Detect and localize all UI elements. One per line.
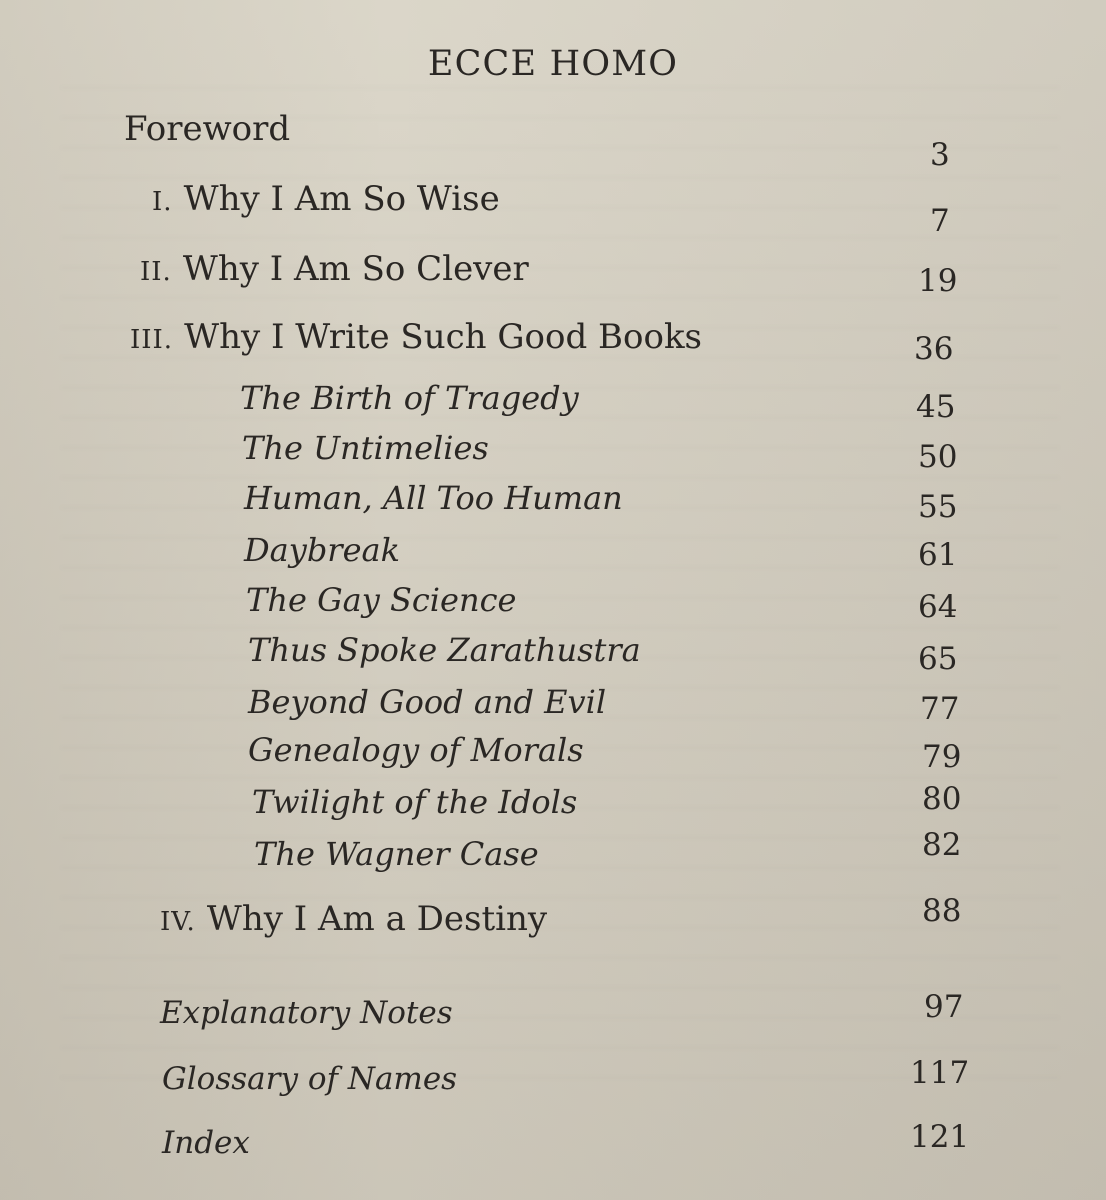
toc-subsection-8 xyxy=(248,731,584,769)
back-1-title: Explanatory Notes xyxy=(160,995,453,1031)
subsection-7-page: 77 xyxy=(920,691,960,727)
subsection-9-page: 80 xyxy=(922,781,962,817)
back-1-page: 97 xyxy=(924,989,964,1025)
subsection-1-title: The Birth of Tragedy xyxy=(240,379,579,417)
subsection-8-title: Genealogy of Morals xyxy=(248,731,584,769)
toc-subsection-3 xyxy=(244,479,623,517)
subsection-7-title: Beyond Good and Evil xyxy=(248,683,607,721)
toc-subsection-4 xyxy=(244,531,400,569)
chapter-1-roman: I. xyxy=(152,187,173,217)
toc-chapter-4 xyxy=(160,899,548,939)
toc-back-1 xyxy=(160,995,453,1031)
subsection-3-title: Human, All Too Human xyxy=(244,479,623,517)
subsection-4-page: 61 xyxy=(918,537,958,573)
chapter-3-page: 36 xyxy=(914,331,954,367)
toc-foreword-label: Foreword xyxy=(124,109,291,149)
chapter-2-title: Why I Am So Clever xyxy=(182,249,529,289)
toc-subsection-10 xyxy=(254,835,539,873)
subsection-6-page: 65 xyxy=(918,641,958,677)
subsection-5-title: The Gay Science xyxy=(246,581,517,619)
back-2-page: 117 xyxy=(910,1055,970,1091)
subsection-10-page: 82 xyxy=(922,827,962,863)
subsection-2-title: The Untimelies xyxy=(242,429,489,467)
toc-subsection-6 xyxy=(248,631,641,669)
chapter-1-title: Why I Am So Wise xyxy=(183,179,500,219)
chapter-3-roman: III. xyxy=(130,325,174,355)
toc-back-2 xyxy=(162,1061,458,1097)
subsection-1-page: 45 xyxy=(916,389,956,425)
toc-subsection-9 xyxy=(252,783,578,821)
chapter-2-roman: II. xyxy=(140,257,172,287)
toc-back-3 xyxy=(162,1125,250,1161)
chapter-1-page: 7 xyxy=(930,203,950,239)
toc-chapter-1 xyxy=(152,179,500,219)
back-2-title: Glossary of Names xyxy=(162,1061,458,1097)
toc-foreword xyxy=(124,109,291,149)
toc-chapter-2 xyxy=(140,249,529,289)
subsection-3-page: 55 xyxy=(918,489,958,525)
toc-foreword-page: 3 xyxy=(930,137,950,173)
subsection-8-page: 79 xyxy=(922,739,962,775)
subsection-4-title: Daybreak xyxy=(244,531,400,569)
subsection-6-title: Thus Spoke Zarathustra xyxy=(248,631,641,669)
back-3-title: Index xyxy=(162,1125,250,1161)
chapter-2-page: 19 xyxy=(918,263,958,299)
toc-chapter-3 xyxy=(130,317,702,357)
chapter-4-title: Why I Am a Destiny xyxy=(206,899,548,939)
chapter-3-title: Why I Write Such Good Books xyxy=(184,317,702,357)
subsection-5-page: 64 xyxy=(918,589,958,625)
back-3-page: 121 xyxy=(910,1119,970,1155)
toc-subsection-1 xyxy=(240,379,579,417)
toc-subsection-7 xyxy=(248,683,607,721)
chapter-4-page: 88 xyxy=(922,893,962,929)
toc-subsection-5 xyxy=(246,581,517,619)
page-title: ECCE HOMO xyxy=(427,44,679,84)
subsection-9-title: Twilight of the Idols xyxy=(252,783,578,821)
subsection-10-title: The Wagner Case xyxy=(254,835,539,873)
chapter-4-roman: IV. xyxy=(160,907,196,937)
toc-subsection-2 xyxy=(242,429,489,467)
subsection-2-page: 50 xyxy=(918,439,958,475)
